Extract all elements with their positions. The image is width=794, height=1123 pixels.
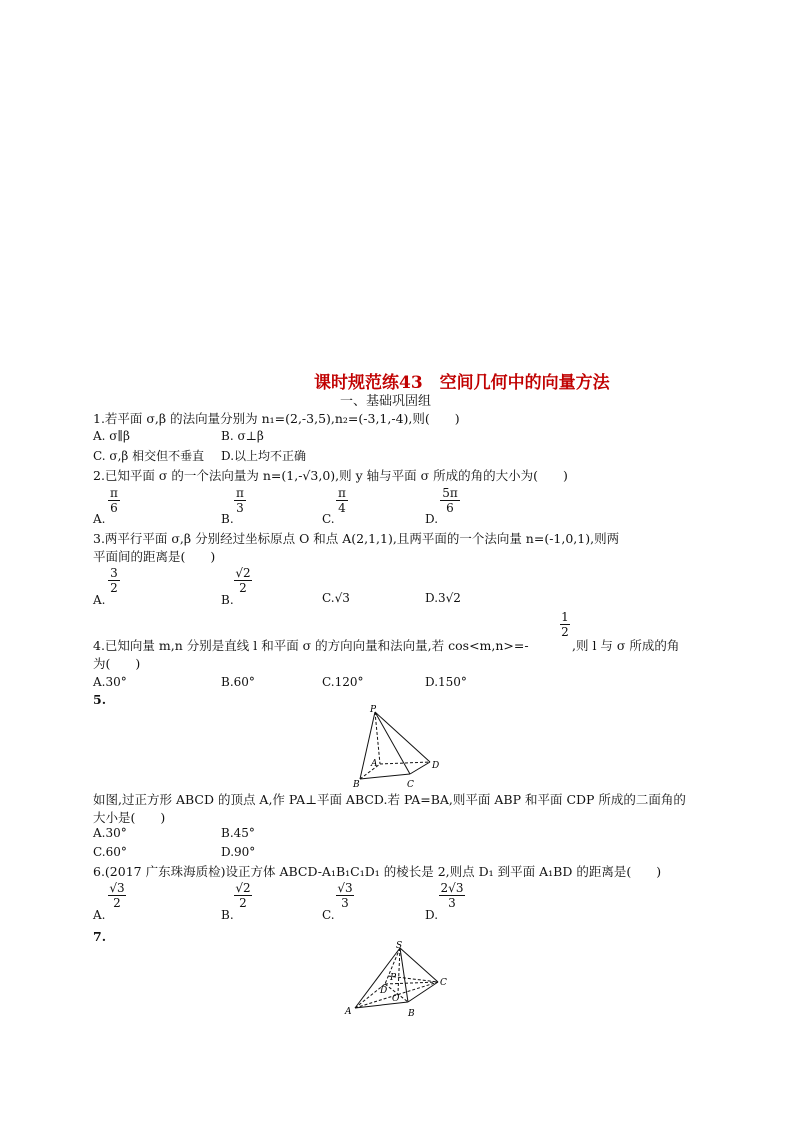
q7-label-a: A <box>345 1007 352 1017</box>
q6-option-c: C. <box>322 908 335 922</box>
q2-option-b: B. <box>221 512 234 526</box>
q5-label-c: C <box>407 780 414 790</box>
question-4-text-part2: ,则 l 与 σ 所成的角 <box>572 638 680 653</box>
q7-label-b: B <box>408 1009 415 1019</box>
q2-fraction-a: π 6 <box>108 486 120 515</box>
q6-fraction-c: √3 3 <box>337 881 353 910</box>
q7-label-c: C <box>440 978 447 988</box>
q7-label-s: S <box>396 941 403 951</box>
q4-option-b: B.60° <box>221 675 255 689</box>
q4-option-a: A.30° <box>93 675 127 689</box>
question-3-text-line1: 3.两平行平面 σ,β 分别经过坐标原点 O 和点 A(2,1,1),且两平面的一个法向量 n=(-1,0,1),则两 <box>93 531 620 546</box>
q6-option-d: D. <box>425 908 439 922</box>
q1-option-c: C. σ,β 相交但不垂直 <box>93 449 205 463</box>
q3-option-b: B. <box>221 593 234 607</box>
q7-label-o: O <box>392 994 400 1004</box>
q3-option-a: A. <box>93 593 106 607</box>
q6-fraction-b: √2 2 <box>235 881 251 910</box>
q2-fraction-b: π 3 <box>234 486 246 515</box>
q6-fraction-d: 2√3 3 <box>440 881 464 910</box>
question-3-text-line2: 平面间的距离是( ) <box>93 549 216 564</box>
q1-option-d: D.以上均不正确 <box>221 449 307 463</box>
q2-fraction-c: π 4 <box>336 486 348 515</box>
question-7-number: 7. <box>93 929 107 944</box>
q4-option-d: D.150° <box>425 675 467 689</box>
q5-label-a: A <box>371 759 378 769</box>
q1-option-b: B. σ⊥β <box>221 429 264 443</box>
pyramid-figure-q7 <box>340 938 460 1020</box>
page-title: 课时规范练43 空间几何中的向量方法 <box>314 373 610 393</box>
question-5-text-line1: 如图,过正方形 ABCD 的顶点 A,作 PA⊥平面 ABCD.若 PA=BA,则平面 ABP 和平面 CDP 所成的二面角的 <box>93 792 686 807</box>
q2-option-d: D. <box>425 512 439 526</box>
q2-fraction-d: 5π 6 <box>440 486 460 515</box>
q4-option-c: C.120° <box>322 675 364 689</box>
q5-option-b: B.45° <box>221 826 255 840</box>
q3-option-c: C.√3 <box>322 591 350 605</box>
q5-option-a: A.30° <box>93 826 127 840</box>
question-4-text-part1: 4.已知向量 m,n 分别是直线 l 和平面 σ 的方向向量和法向量,若 cos<m,n>=- <box>93 638 529 653</box>
question-5-number: 5. <box>93 692 107 707</box>
q5-label-d: D <box>432 761 440 771</box>
q3-fraction-a: 3 2 <box>108 566 120 595</box>
q5-label-b: B <box>353 780 360 790</box>
q5-label-p: P <box>370 705 377 715</box>
q2-option-a: A. <box>93 512 106 526</box>
q1-option-a: A. σ∥β <box>93 429 130 443</box>
q7-label-d: D <box>380 986 388 996</box>
q6-option-a: A. <box>93 908 106 922</box>
q6-fraction-a: √3 2 <box>109 881 125 910</box>
question-6-text: 6.(2017 广东珠海质检)设正方体 ABCD-A₁B₁C₁D₁ 的棱长是 2,则点 D₁ 到平面 A₁BD 的距离是( ) <box>93 864 662 879</box>
q3-fraction-b: √2 2 <box>235 566 251 595</box>
question-5-text-line2: 大小是( ) <box>93 810 166 825</box>
q6-option-b: B. <box>221 908 234 922</box>
question-2-text: 2.已知平面 σ 的一个法向量为 n=(1,-√3,0),则 y 轴与平面 σ 所成的角的大小为( ) <box>93 468 568 483</box>
pyramid-figure-q5 <box>345 702 455 790</box>
q4-fraction: 1 2 <box>561 610 569 639</box>
q5-option-c: C.60° <box>93 845 127 859</box>
question-1-text: 1.若平面 σ,β 的法向量分别为 n₁=(2,-3,5),n₂=(-3,1,-4),则( ) <box>93 411 460 426</box>
q5-option-d: D.90° <box>221 845 256 859</box>
question-4-text-line2: 为( ) <box>93 656 141 671</box>
q7-label-p: P <box>390 973 397 983</box>
q2-option-c: C. <box>322 512 335 526</box>
q3-option-d: D.3√2 <box>425 591 461 605</box>
section-heading: 一、基础巩固组 <box>340 394 432 409</box>
